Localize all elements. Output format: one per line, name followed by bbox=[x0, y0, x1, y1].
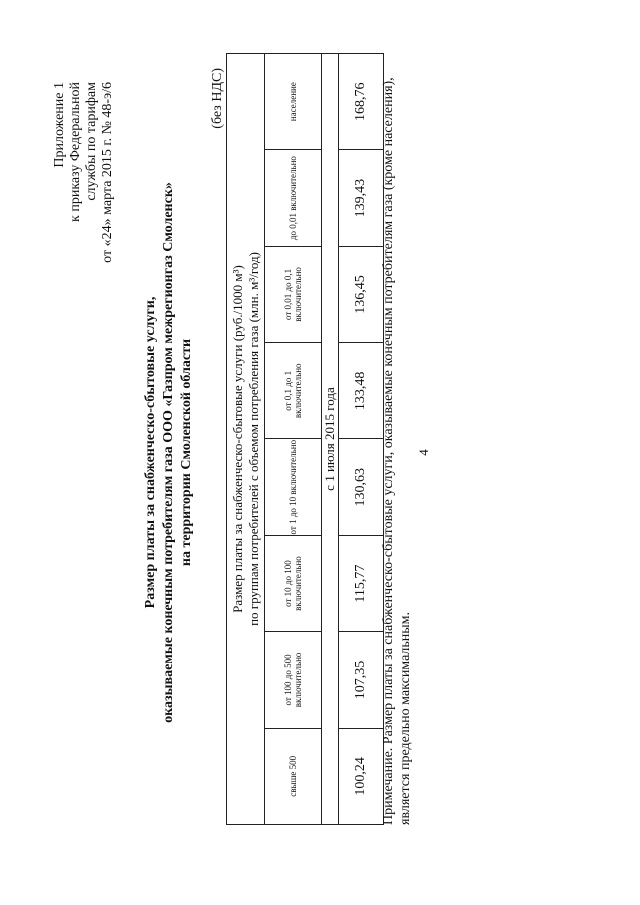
tariff-table bbox=[226, 53, 384, 825]
group-cell: до 0,01 включительно bbox=[265, 150, 322, 246]
table-row bbox=[265, 54, 322, 825]
table-header bbox=[227, 54, 265, 825]
title-line: Размер платы за снабженческо-сбытовые услуги, bbox=[143, 296, 158, 609]
table-header-line: по группам потребителей с объемом потребления газа (млн. м³/год) bbox=[245, 252, 261, 626]
group-cell: от 100 до 500 включительно bbox=[265, 632, 322, 728]
appendix-line: Приложение 1 bbox=[52, 82, 67, 168]
group-cell: от 0,01 до 0,1 включительно bbox=[265, 246, 322, 342]
table-row bbox=[339, 54, 384, 825]
group-cell: от 1 до 10 включительно bbox=[265, 439, 322, 535]
value-cell: 107,35 bbox=[339, 632, 384, 728]
document-title bbox=[142, 0, 196, 905]
value-cell: 139,43 bbox=[339, 150, 384, 246]
appendix-block bbox=[52, 82, 116, 382]
appendix-line: от «24» марта 2015 г. № 48-э/6 bbox=[100, 82, 115, 263]
table-header-line: Размер платы за снабженческо-сбытовые услуги (руб./1000 м³) bbox=[229, 265, 245, 613]
value-cell: 100,24 bbox=[339, 728, 384, 824]
title-line: на территории Смоленской области bbox=[179, 338, 194, 567]
value-cell: 115,77 bbox=[339, 535, 384, 631]
group-cell: свыше 500 bbox=[265, 728, 322, 824]
table-row bbox=[322, 54, 339, 825]
vat-note: (без НДС) bbox=[210, 68, 225, 129]
value-cell: 136,45 bbox=[339, 246, 384, 342]
period-cell: с 1 июля 2015 года bbox=[322, 54, 339, 825]
value-cell: 133,48 bbox=[339, 343, 384, 439]
group-cell: население bbox=[265, 54, 322, 150]
page-number: 4 bbox=[416, 449, 431, 456]
footnote: Примечание. Размер платы за снабженческо-сбытовые услуги, оказываемые конечным потребителям газа (кроме населения), является предельно максимальным. bbox=[381, 77, 413, 825]
group-cell: от 10 до 100 включительно bbox=[265, 535, 322, 631]
value-cell: 130,63 bbox=[339, 439, 384, 535]
title-line: оказываемые конечным потребителям газа ООО «Газпром межрегионгаз Смоленск» bbox=[161, 182, 176, 723]
appendix-line: к приказу Федеральной bbox=[68, 82, 83, 222]
appendix-line: службы по тарифам bbox=[84, 82, 99, 201]
group-cell: от 0,1 до 1 включительно bbox=[265, 343, 322, 439]
value-cell: 168,76 bbox=[339, 54, 384, 150]
